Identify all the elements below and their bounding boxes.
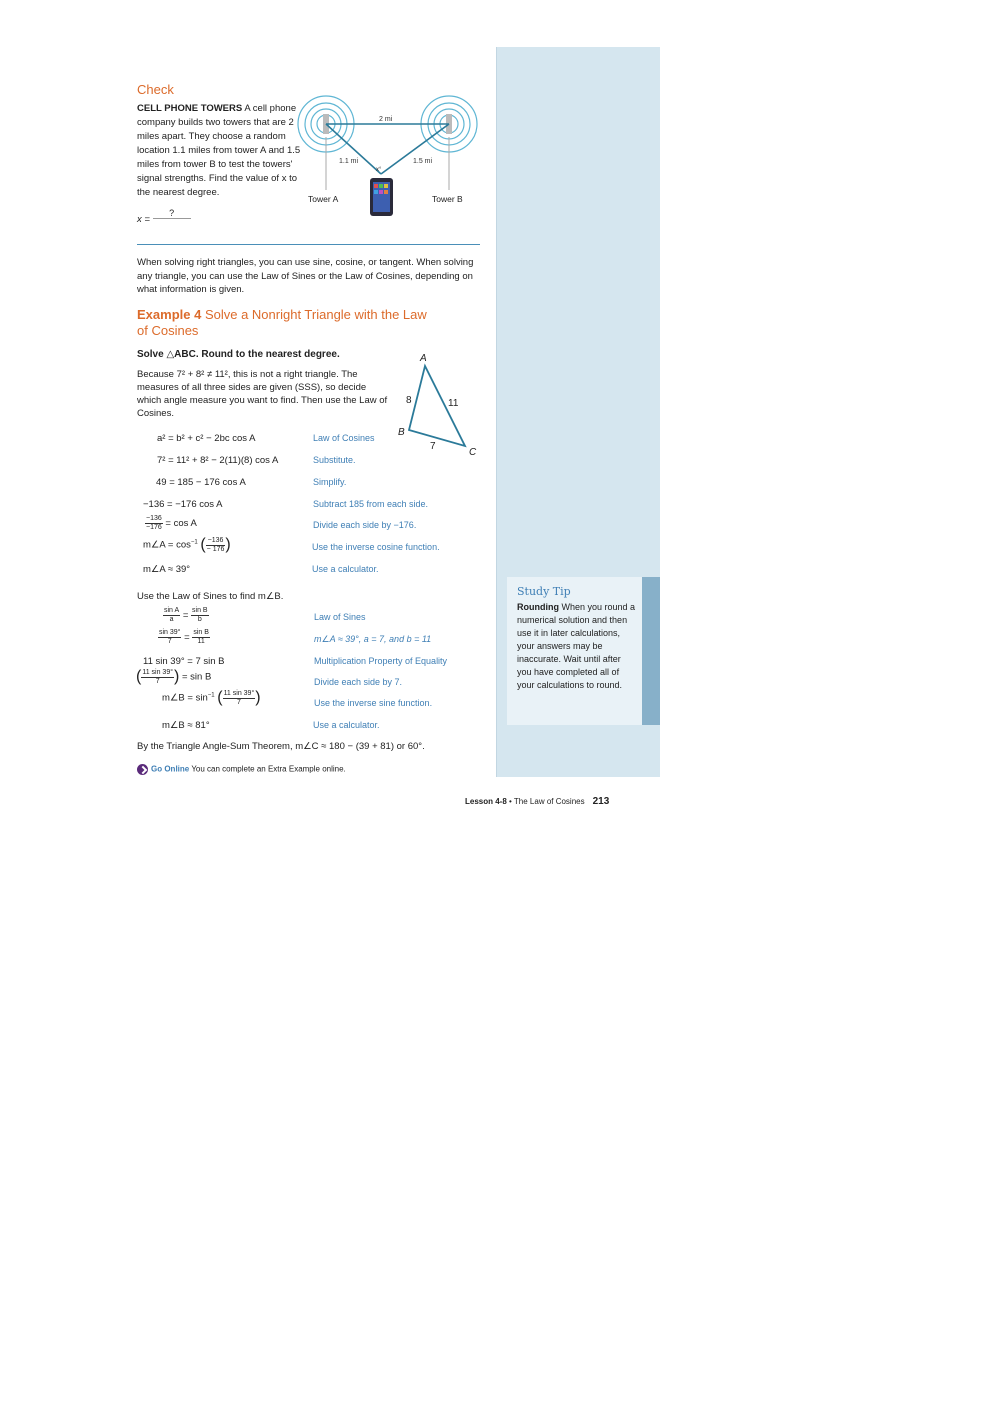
label-2mi: 2 mi: [379, 116, 393, 123]
paren-close: ): [174, 668, 180, 685]
cos-step-5: [145, 515, 197, 532]
cos-step-6-sup: −1: [190, 539, 198, 546]
use-law-of-sines: Use the Law of Sines to find m∠B.: [137, 591, 284, 602]
side-ab: 8: [406, 395, 412, 406]
cos-step-5-num: −136: [146, 515, 162, 522]
study-tip-bar: [642, 577, 660, 725]
cos-reason-2: Substitute.: [313, 455, 356, 465]
label-1-5mi: 1.5 mi: [413, 158, 433, 165]
sin-step-2-num1: sin 39°: [159, 629, 181, 636]
sin-step-4-num: 11 sin 39°: [142, 668, 174, 676]
label-angle-x: x°: [376, 167, 382, 173]
sin-step-5-fraction: [223, 690, 256, 707]
sin-step-5: [162, 689, 261, 707]
intro-paragraph: When solving right triangles, you can use sine, cosine, or tangent. When solving any triangle, you can use the Law of Sines or the Law of Cosines, depending on what information is given.: [137, 257, 474, 295]
check-heading: CELL PHONE TOWERS: [137, 103, 243, 114]
cos-step-6-den: − 176: [206, 545, 225, 553]
study-tip-text: [517, 601, 637, 692]
sin-step-5-num: 11 sin 39°: [223, 689, 255, 697]
sin-step-2-frac-1: [158, 629, 181, 646]
cos-step-5-den: −176: [146, 524, 162, 531]
cos-step-6-fraction: [206, 537, 226, 554]
sin-step-4: [136, 668, 211, 686]
study-tip-heading: Rounding: [517, 602, 559, 612]
cos-step-1: a² = b² + c² − 2bc cos A: [157, 433, 256, 444]
go-online[interactable]: [137, 764, 346, 775]
vertex-b: B: [398, 427, 405, 438]
sin-step-1-frac-1: [163, 607, 180, 624]
study-tip-body: When you round a numerical solution and then use it in later calculations, your answers may be inaccurate. Wait until after you have completed all of your calculations to round.: [517, 602, 636, 690]
cos-step-3: 49 = 185 − 176 cos A: [156, 477, 246, 488]
line-b-phone: [381, 124, 449, 174]
sin-step-4-rest: = sin B: [179, 671, 212, 683]
cos-reason-1: Law of Cosines: [313, 433, 375, 443]
cos-reason-6: Use the inverse cosine function.: [312, 542, 440, 552]
section-divider: [137, 244, 480, 245]
label-tower-b: Tower B: [432, 194, 463, 204]
sin-step-1-den1: a: [169, 616, 174, 623]
sin-step-1-frac-2: [191, 607, 209, 624]
cos-step-4: −136 = −176 cos A: [143, 499, 223, 510]
sin-reason-2: m∠A ≈ 39°, a = 7, and b = 11: [314, 634, 432, 644]
study-tip-title: Study Tip: [517, 585, 571, 598]
example-title: [137, 307, 437, 339]
paren-close: ): [255, 689, 261, 706]
cos-reason-3: Simplify.: [313, 477, 347, 487]
paren-open: (: [200, 536, 206, 553]
because-paragraph: Because 7² + 8² ≠ 11², this is not a right triangle. The measures of all three sides are given (SSS), so decide which angle measure you want to find. Then use the Law of Cosines.: [137, 369, 388, 419]
solve-prompt: Solve △ABC. Round to the nearest degree.: [137, 349, 340, 360]
answer-var: x =: [137, 214, 150, 225]
vertex-c: C: [469, 447, 477, 458]
tower-diagram: [296, 92, 486, 222]
example-title-text: Solve a Nonright Triangle with the Law of Cosines: [137, 307, 427, 338]
sin-step-4-fraction: [141, 669, 174, 686]
sin-reason-6: Use a calculator.: [313, 720, 380, 730]
label-tower-a: Tower A: [308, 194, 339, 204]
check-title: Check: [137, 82, 174, 97]
sin-step-4-den: 7: [155, 677, 160, 685]
sin-reason-4: Divide each side by 7.: [314, 677, 403, 687]
vertex-a: A: [420, 353, 427, 364]
footer-title: The Law of Cosines: [513, 797, 585, 806]
sin-step-1-num2: sin B: [192, 607, 208, 614]
conclusion: By the Triangle Angle-Sum Theorem, m∠C ≈ 180 − (39 + 81) or 60°.: [137, 741, 425, 752]
sin-reason-3: Multiplication Property of Equality: [314, 656, 448, 666]
cos-step-6-num: −136: [207, 536, 224, 544]
sin-step-5-den: 7: [236, 698, 241, 706]
sin-step-5-sup: −1: [207, 692, 215, 699]
cos-step-7: m∠A ≈ 39°: [143, 564, 191, 575]
sin-step-1-num1: sin A: [164, 607, 180, 614]
sin-step-2-num2: sin B: [193, 629, 209, 636]
sin-step-2-frac-2: [192, 629, 210, 646]
sin-reason-5: Use the inverse sine function.: [314, 698, 433, 708]
paren-open: (: [217, 689, 223, 706]
sin-step-3: 11 sin 39° = 7 sin B: [143, 656, 225, 667]
answer-line: [137, 208, 191, 225]
paren-close: ): [225, 536, 231, 553]
side-ac: 11: [448, 398, 459, 409]
sin-step-2: $\frac{\sin 39^\circ}{7}$ = $\frac{\text{sin B}}{11}$: [159, 629, 209, 645]
example-number: Example 4: [137, 307, 202, 322]
page-number: 213: [592, 796, 610, 807]
go-online-icon: [137, 764, 148, 775]
cos-reason-7: Use a calculator.: [312, 564, 379, 574]
footer-lesson: Lesson 4-8: [465, 797, 507, 806]
paren-open: (: [136, 668, 142, 685]
label-1-1mi: 1.1 mi: [339, 158, 359, 165]
cos-step-6-pre: m∠A = cos: [143, 539, 191, 551]
cos-reason-5: Divide each side by −176.: [313, 520, 417, 530]
footer-sep: •: [506, 797, 514, 806]
cos-reason-4: Subtract 185 from each side.: [313, 499, 429, 509]
page-footer: [465, 796, 609, 807]
sin-step-1-den2: b: [197, 616, 202, 623]
sin-step-2-den2: 11: [197, 638, 205, 645]
side-bc: 7: [430, 441, 436, 452]
cos-step-5-rest: = cos A: [162, 518, 197, 530]
phone-icon: [370, 178, 393, 216]
sin-step-6: m∠B ≈ 81°: [162, 720, 210, 731]
check-body: A cell phone company builds two towers that are 2 miles apart. They choose a random location 1.1 miles from tower A and 1.5 miles from tower B to test the towers' signal strengths. Find the value of x to the nearest degree.: [137, 103, 301, 198]
sin-reason-1: Law of Sines: [314, 612, 366, 622]
go-online-text: You can complete an Extra Example online.: [189, 764, 346, 774]
sin-step-1: $\frac{\text{sin A}}{a}$ = $\frac{\text{sin B}}{b}$: [164, 607, 208, 623]
go-online-label[interactable]: Go Online: [151, 764, 190, 774]
cos-step-5-fraction: [145, 515, 163, 532]
sin-step-2-den1: 7: [167, 638, 172, 645]
sin-step-5-pre: m∠B = sin: [162, 692, 208, 704]
check-problem: [137, 102, 302, 200]
answer-blank[interactable]: ?: [153, 208, 191, 219]
cos-step-6: [143, 536, 231, 554]
triangle-abc: [392, 348, 487, 460]
cos-step-2: 7² = 11² + 8² − 2(11)(8) cos A: [157, 455, 279, 466]
